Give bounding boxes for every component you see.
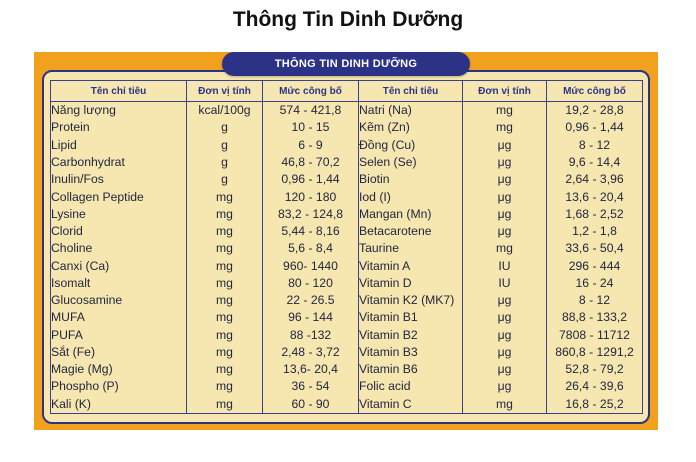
header-value-right: Mức công bố — [547, 81, 643, 102]
cell-name-right: Vitamin K2 (MK7) — [359, 292, 463, 309]
cell-unit-left: g — [187, 154, 263, 171]
cell-value-left: 960- 1440 — [263, 257, 359, 274]
cell-unit-right: μg — [463, 292, 547, 309]
cell-name-left: MUFA — [51, 309, 187, 326]
cell-unit-left: mg — [187, 206, 263, 223]
cell-unit-right: μg — [463, 378, 547, 395]
cell-unit-right: μg — [463, 344, 547, 361]
cell-unit-right: μg — [463, 361, 547, 378]
cell-unit-right: IU — [463, 257, 547, 274]
page-title: Thông Tin Dinh Dưỡng — [232, 8, 464, 31]
cell-value-right: 296 - 444 — [547, 257, 643, 274]
cell-name-left: Kali (K) — [51, 396, 187, 414]
table-row — [51, 171, 643, 188]
cell-value-right: 1,68 - 2,52 — [547, 206, 643, 223]
table-row — [51, 223, 643, 240]
cell-value-right: 33,6 - 50,4 — [547, 240, 643, 257]
header-name-left: Tên chỉ tiêu — [51, 81, 187, 102]
table-row — [51, 188, 643, 205]
nutrition-table — [50, 80, 643, 414]
cell-value-right: 16 - 24 — [547, 275, 643, 292]
cell-name-right: Selen (Se) — [359, 154, 463, 171]
cell-unit-right: μg — [463, 326, 547, 343]
cell-unit-right: IU — [463, 275, 547, 292]
cell-value-left: 80 - 120 — [263, 275, 359, 292]
cell-unit-left: mg — [187, 188, 263, 205]
cell-name-left: Lipid — [51, 137, 187, 154]
table-row — [51, 257, 643, 274]
cell-name-right: Mangan (Mn) — [359, 206, 463, 223]
cell-unit-right: μg — [463, 223, 547, 240]
cell-unit-right: μg — [463, 309, 547, 326]
cell-name-left: Clorid — [51, 223, 187, 240]
cell-name-right: Vitamin B6 — [359, 361, 463, 378]
cell-name-right: Vitamin D — [359, 275, 463, 292]
cell-name-left: Carbonhydrat — [51, 154, 187, 171]
header-value-left: Mức công bố — [263, 81, 359, 102]
cell-unit-left: mg — [187, 396, 263, 414]
cell-value-left: 0,96 - 1,44 — [263, 171, 359, 188]
cell-unit-left: mg — [187, 309, 263, 326]
cell-name-right: Folic acid — [359, 378, 463, 395]
cell-unit-right: mg — [463, 240, 547, 257]
cell-name-right: Vitamin C — [359, 396, 463, 414]
cell-value-right: 860,8 - 1291,2 — [547, 344, 643, 361]
cell-value-right: 16,8 - 25,2 — [547, 396, 643, 414]
cell-unit-left: g — [187, 119, 263, 136]
table-row — [51, 206, 643, 223]
table-row — [51, 361, 643, 378]
cell-unit-left: g — [187, 171, 263, 188]
cell-name-left: Canxi (Ca) — [51, 257, 187, 274]
cell-name-right: Vitamin B3 — [359, 344, 463, 361]
cell-unit-right: μg — [463, 137, 547, 154]
table-row — [51, 240, 643, 257]
cell-name-left: Phospho (P) — [51, 378, 187, 395]
table-row — [51, 326, 643, 343]
cell-value-right: 7808 - 11712 — [547, 326, 643, 343]
cell-value-right: 2,64 - 3,96 — [547, 171, 643, 188]
cell-value-right: 52,8 - 79,2 — [547, 361, 643, 378]
cell-name-left: Magie (Mg) — [51, 361, 187, 378]
cell-name-left: Sắt (Fe) — [51, 344, 187, 361]
cell-unit-left: mg — [187, 361, 263, 378]
cell-name-right: Biotin — [359, 171, 463, 188]
cell-name-left: Collagen Peptide — [51, 188, 187, 205]
cell-value-left: 22 - 26.5 — [263, 292, 359, 309]
cell-value-left: 2,48 - 3,72 — [263, 344, 359, 361]
cell-unit-right: μg — [463, 154, 547, 171]
cell-unit-left: mg — [187, 275, 263, 292]
table-row — [51, 378, 643, 395]
table-row — [51, 396, 643, 414]
header-unit-right: Đơn vị tính — [463, 81, 547, 102]
cell-unit-left: mg — [187, 326, 263, 343]
cell-value-right: 19,2 - 28,8 — [547, 102, 643, 120]
header-name-right: Tên chỉ tiêu — [359, 81, 463, 102]
cell-value-left: 88 -132 — [263, 326, 359, 343]
nutrition-frame — [34, 52, 658, 430]
cell-value-left: 46,8 - 70,2 — [263, 154, 359, 171]
cell-name-left: Inulin/Fos — [51, 171, 187, 188]
cell-value-left: 5,44 - 8,16 — [263, 223, 359, 240]
cell-unit-left: g — [187, 137, 263, 154]
cell-name-left: Lysine — [51, 206, 187, 223]
cell-value-left: 60 - 90 — [263, 396, 359, 414]
cell-value-right: 8 - 12 — [547, 292, 643, 309]
header-unit-left: Đơn vị tính — [187, 81, 263, 102]
cell-unit-right: mg — [463, 396, 547, 414]
cell-value-right: 88,8 - 133,2 — [547, 309, 643, 326]
cell-name-left: Năng lượng — [51, 102, 187, 120]
table-header-row — [51, 81, 643, 102]
cell-name-right: Kẽm (Zn) — [359, 119, 463, 136]
table-row — [51, 309, 643, 326]
cell-unit-right: mg — [463, 119, 547, 136]
cell-name-right: Đồng (Cu) — [359, 137, 463, 154]
cell-name-right: Betacarotene — [359, 223, 463, 240]
cell-value-left: 574 - 421,8 — [263, 102, 359, 120]
cell-name-left: Glucosamine — [51, 292, 187, 309]
cell-unit-right: μg — [463, 171, 547, 188]
table-row — [51, 102, 643, 120]
cell-value-left: 96 - 144 — [263, 309, 359, 326]
cell-name-right: Vitamin B1 — [359, 309, 463, 326]
table-row — [51, 137, 643, 154]
cell-name-left: Choline — [51, 240, 187, 257]
cell-value-left: 120 - 180 — [263, 188, 359, 205]
cell-unit-left: mg — [187, 257, 263, 274]
cell-unit-left: mg — [187, 378, 263, 395]
cell-unit-left: kcal/100g — [187, 102, 263, 120]
cell-name-right: Vitamin A — [359, 257, 463, 274]
cell-unit-right: μg — [463, 206, 547, 223]
cell-name-right: Iod (I) — [359, 188, 463, 205]
table-row — [51, 154, 643, 171]
cell-value-right: 0,96 - 1,44 — [547, 119, 643, 136]
cell-value-left: 13,6- 20,4 — [263, 361, 359, 378]
cell-value-right: 13,6 - 20,4 — [547, 188, 643, 205]
cell-value-left: 10 - 15 — [263, 119, 359, 136]
cell-value-left: 5,6 - 8,4 — [263, 240, 359, 257]
table-row — [51, 119, 643, 136]
cell-value-right: 1,2 - 1,8 — [547, 223, 643, 240]
cell-name-right: Vitamin B2 — [359, 326, 463, 343]
cell-value-left: 36 - 54 — [263, 378, 359, 395]
cell-name-right: Taurine — [359, 240, 463, 257]
cell-unit-right: μg — [463, 188, 547, 205]
table-row — [51, 292, 643, 309]
table-row — [51, 275, 643, 292]
cell-value-right: 9,6 - 14,4 — [547, 154, 643, 171]
cell-unit-left: mg — [187, 292, 263, 309]
cell-value-left: 6 - 9 — [263, 137, 359, 154]
cell-unit-right: mg — [463, 102, 547, 120]
cell-name-left: Isomalt — [51, 275, 187, 292]
cell-unit-left: mg — [187, 344, 263, 361]
panel-title-tab: THÔNG TIN DINH DƯỠNG — [222, 52, 470, 76]
cell-name-left: Protein — [51, 119, 187, 136]
cell-unit-left: mg — [187, 240, 263, 257]
cell-name-right: Natri (Na) — [359, 102, 463, 120]
cell-unit-left: mg — [187, 223, 263, 240]
cell-value-right: 8 - 12 — [547, 137, 643, 154]
table-row — [51, 344, 643, 361]
cell-value-right: 26,4 - 39,6 — [547, 378, 643, 395]
cell-value-left: 83,2 - 124,8 — [263, 206, 359, 223]
cell-name-left: PUFA — [51, 326, 187, 343]
